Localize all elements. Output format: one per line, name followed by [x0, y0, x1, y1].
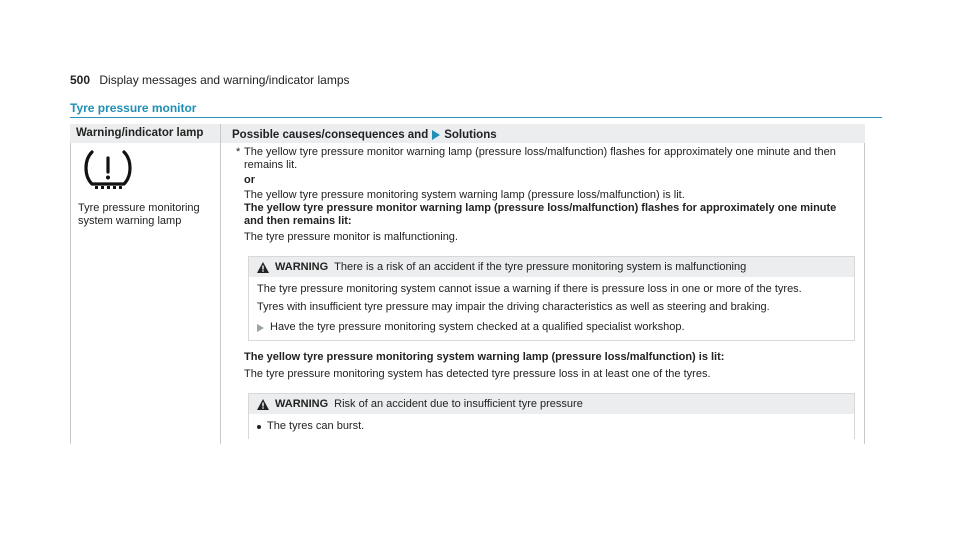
- footnote-star: *: [236, 146, 241, 158]
- cause-flashing: [236, 146, 856, 172]
- lit-heading: The yellow tyre pressure monitoring system warning lamp (pressure loss/malfunction) is lit:: [244, 351, 725, 363]
- warning-triangle-icon: [257, 399, 269, 410]
- warning-body-2: [249, 414, 854, 439]
- warning-triangle-icon: [257, 262, 269, 273]
- section-rule: [70, 117, 882, 118]
- malfunction-text: The tyre pressure monitor is malfunctioning.: [244, 231, 458, 243]
- table-right-border: [864, 143, 865, 444]
- table-header-row: [70, 124, 865, 143]
- bullet-text: The tyres can burst.: [267, 420, 365, 432]
- warning-title-2: Risk of an accident due to insufficient tyre pressure: [334, 397, 583, 410]
- page-number: 500: [70, 73, 91, 87]
- warning-text-1: The tyre pressure monitoring system cannot issue a warning if there is pressure loss in one or more of the tyres.: [257, 283, 802, 295]
- warning-label-2: WARNING: [275, 397, 329, 410]
- bullet-dot-icon: [257, 425, 261, 429]
- warning-box-insufficient-pressure: [248, 393, 855, 439]
- flashing-heading: The yellow tyre pressure monitor warning lamp (pressure loss/malfunction) flashes for approximately one minute and then remains lit:: [244, 202, 837, 227]
- solution-step: [257, 321, 846, 334]
- col-header-causes-text: Possible causes/consequences and: [232, 129, 429, 141]
- warning-header-2: [249, 394, 854, 414]
- col-header-solutions-text: Solutions: [444, 129, 497, 141]
- causes-cell: [236, 146, 856, 439]
- step-arrow-icon: [257, 324, 264, 332]
- table-left-border: [70, 143, 71, 444]
- page-header: [70, 73, 350, 87]
- or-text: or: [244, 174, 255, 186]
- col-header-warning-lamp: Warning/indicator lamp: [76, 127, 204, 139]
- table-column-divider: [220, 124, 221, 444]
- solution-step-text: Have the tyre pressure monitoring system checked at a qualified specialist workshop.: [270, 321, 685, 333]
- lamp-label: Tyre pressure monitoring system warning lamp: [78, 202, 200, 227]
- lamp-cell: [78, 146, 218, 228]
- warning-box-malfunction: [248, 256, 855, 341]
- bullet-item: [257, 420, 846, 433]
- warning-text-2: Tyres with insufficient tyre pressure may impair the driving characteristics as well as steering and braking.: [257, 301, 770, 313]
- page-header-title: Display messages and warning/indicator lamps: [99, 73, 350, 87]
- warning-header: [249, 257, 854, 277]
- cause-flashing-text: The yellow tyre pressure monitor warning lamp (pressure loss/malfunction) flashes for approximately one minute and then remains lit.: [244, 146, 836, 171]
- warning-body: [249, 277, 854, 340]
- warning-title: There is a risk of an accident if the tyre pressure monitoring system is malfunctioning: [334, 260, 747, 273]
- section-title: Tyre pressure monitor: [70, 101, 197, 115]
- tyre-pressure-warning-icon: [78, 146, 138, 194]
- cause-lit-text: The yellow tyre pressure monitoring system warning lamp (pressure loss/malfunction) is lit.: [244, 189, 685, 201]
- warning-lamp-table: [70, 124, 865, 444]
- solution-arrow-icon: [432, 130, 440, 140]
- warning-label: WARNING: [275, 260, 329, 273]
- pressure-loss-text: The tyre pressure monitoring system has detected tyre pressure loss in at least one of the tyres.: [244, 368, 711, 380]
- col-header-causes: [232, 129, 497, 141]
